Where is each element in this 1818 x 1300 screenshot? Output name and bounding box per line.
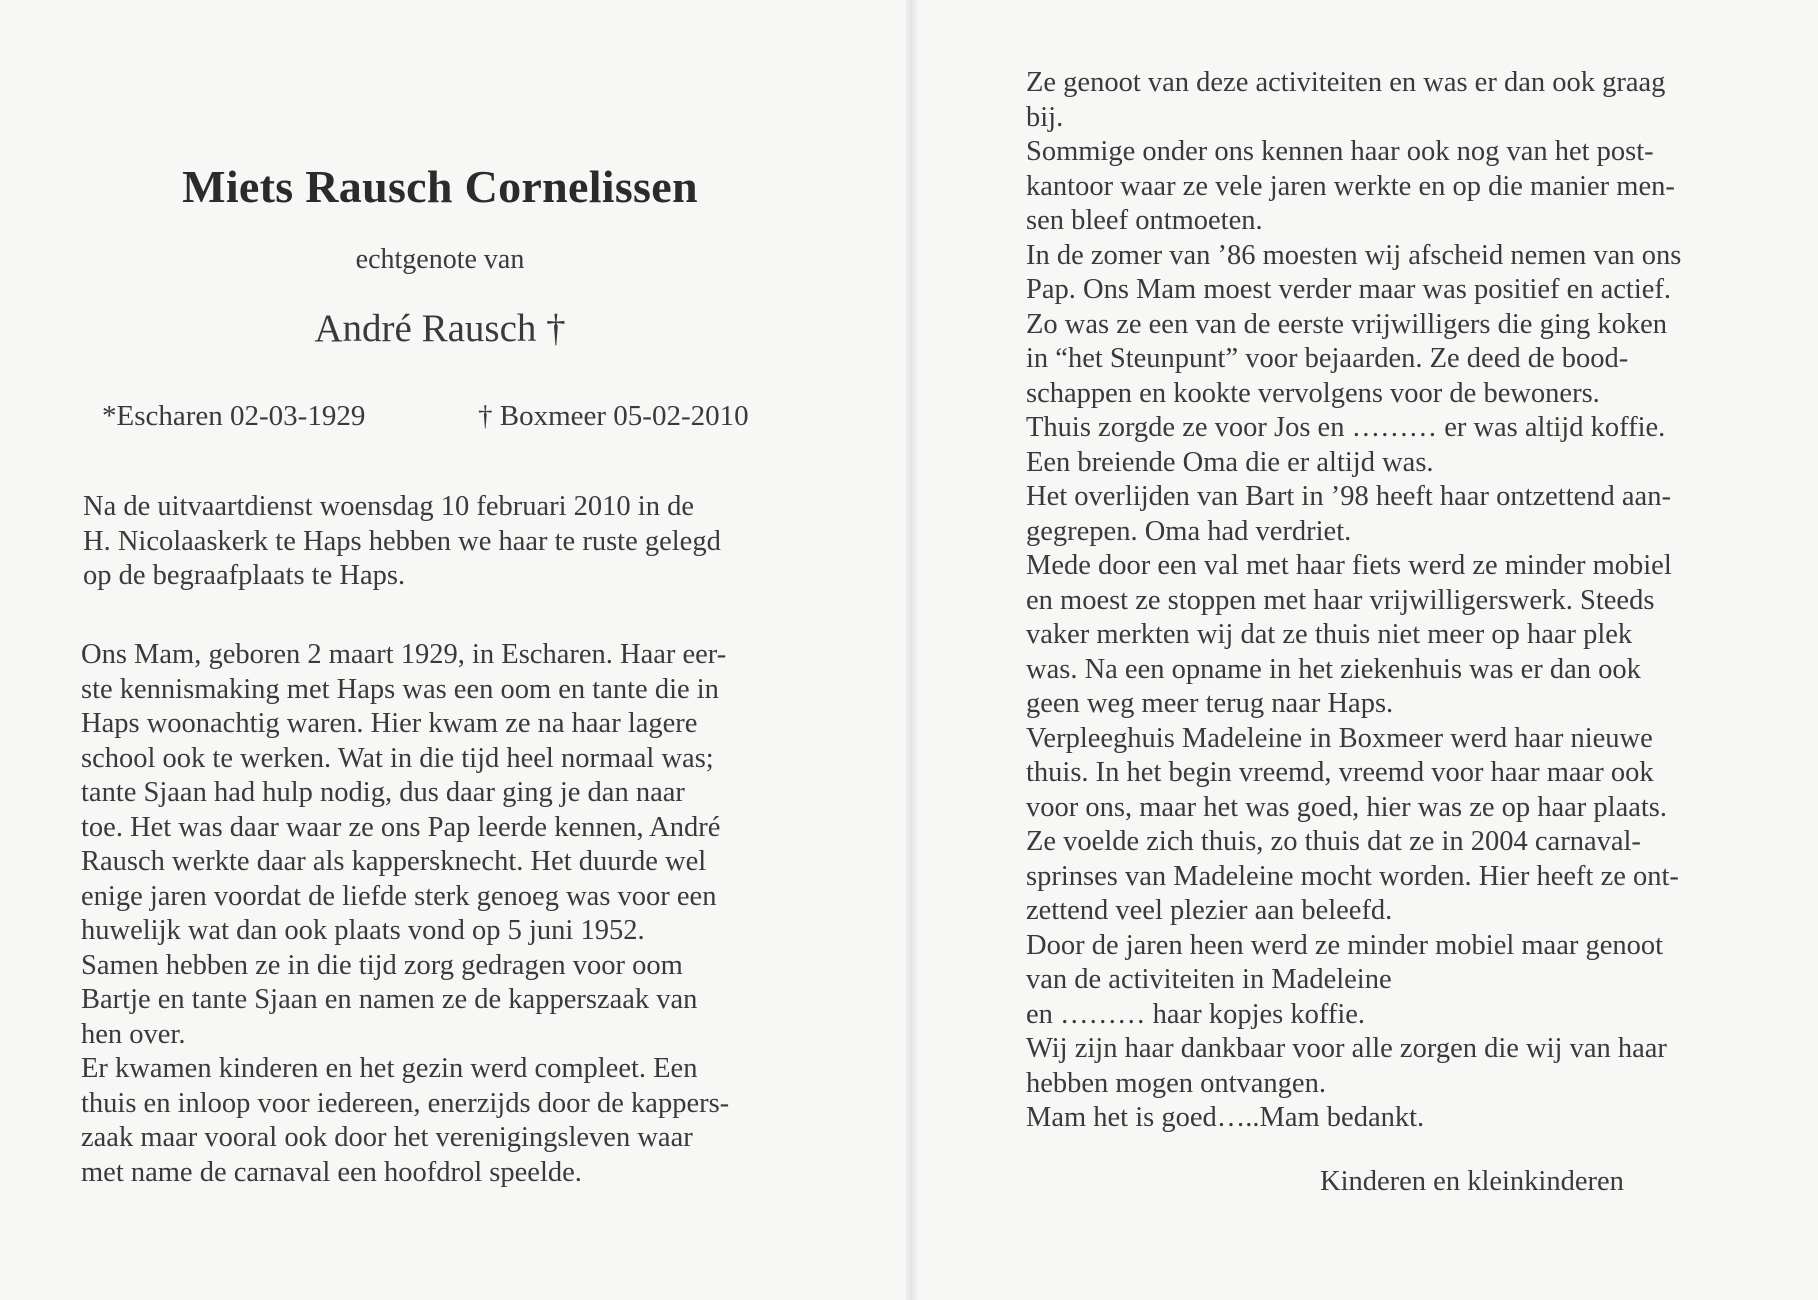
funeral-line: Na de uitvaartdienst woensdag 10 februari 2010 in de [83,491,694,522]
story-line: school ook te werken. Wat in die tijd heel normaal was; [81,742,714,774]
story-line: enige jaren voordat de liefde sterk genoeg was voor een [81,880,717,912]
story-line: Er kwamen kinderen en het gezin werd compleet. Een [81,1053,698,1084]
spouse-of-label: echtgenote van [355,244,525,275]
deceased-name: Miets Rausch Cornelissen [182,161,698,212]
right-line: Pap. Ons Mam moest verder maar was positief en actief. [1026,274,1672,305]
right-line: sprinses van Madeleine mocht worden. Hier heeft ze ont- [1026,860,1679,892]
right-line: Mede door een val met haar fiets werd ze minder mobiel [1026,550,1672,581]
right-line: was. Na een opname in het ziekenhuis was er dan ook [1026,653,1641,685]
right-line: sen bleef ontmoeten. [1026,205,1263,236]
story-line: met name de carnaval een hoofdrol speelde. [81,1156,582,1188]
funeral-paragraph [83,490,793,594]
story-line: Haps woonachtig waren. Hier kwam ze na haar lagere [81,708,698,739]
left-page [0,0,908,1300]
right-line: Door de jaren heen werd ze minder mobiel maar genoot [1026,929,1664,961]
right-line: in “het Steunpunt” voor bejaarden. Ze deed de bood- [1026,343,1629,374]
story-line: huwelijk wat dan ook plaats vond op 5 juni 1952. [81,915,645,946]
funeral-line: op de begraafplaats te Haps. [83,560,406,591]
right-line: Een breiende Oma die er altijd was. [1026,446,1434,478]
funeral-line: H. Nicolaaskerk te Haps hebben we haar te ruste gelegd [83,525,721,557]
right-line: hebben mogen ontvangen. [1026,1067,1326,1099]
story-line: Bartje en tante Sjaan en namen ze de kapperszaak van [81,984,698,1015]
story-line: ste kennismaking met Haps was een oom en tante die in [81,673,719,705]
right-page-text [1026,66,1734,1136]
right-line: Ze voelde zich thuis, zo thuis dat ze in 2004 carnaval- [1026,826,1641,857]
right-line: zettend veel plezier aan beleefd. [1026,895,1393,926]
right-line: Verpleeghuis Madeleine in Boxmeer werd haar nieuwe [1026,722,1653,754]
right-line: vaker merkten wij dat ze thuis niet meer op haar plek [1026,619,1633,650]
right-line: gegrepen. Oma had verdriet. [1026,515,1352,547]
right-line: van de activiteiten in Madeleine [1026,964,1392,995]
story-line: Samen hebben ze in die tijd zorg gedragen voor oom [81,949,683,981]
right-line: thuis. In het begin vreemd, vreemd voor haar maar ook [1026,757,1654,788]
story-line: Ons Mam, geboren 2 maart 1929, in Escharen. Haar eer- [81,639,727,670]
life-story-paragraph [81,638,793,1190]
right-line: Ze genoot van deze activiteiten en was er dan ook graag [1026,67,1666,98]
right-line: kantoor waar ze vele jaren werkte en op die manier men- [1026,170,1675,202]
right-line: en ……… haar kopjes koffie. [1026,998,1366,1030]
death-line: † Boxmeer 05-02-2010 [478,400,749,432]
right-line: Sommige onder ons kennen haar ook nog van het post- [1026,136,1654,167]
story-line: tante Sjaan had hulp nodig, dus daar ging je dan naar [81,777,685,808]
signature: Kinderen en kleinkinderen [1320,1166,1624,1197]
right-line: Het overlijden van Bart in ’98 heeft haar ontzettend aan- [1026,481,1671,512]
birth-line: *Escharen 02-03-1929 [102,400,366,432]
story-line: toe. Het was daar waar ze ons Pap leerde kennen, André [81,811,721,843]
right-line: geen weg meer terug naar Haps. [1026,688,1394,719]
right-line: Thuis zorgde ze voor Jos en ……… er was altijd koffie. [1026,412,1666,443]
right-line: Wij zijn haar dankbaar voor alle zorgen die wij van haar [1026,1033,1667,1064]
story-line: zaak maar vooral ook door het verenigingsleven waar [81,1122,693,1153]
right-line: Zo was ze een van de eerste vrijwilligers die ging koken [1026,308,1668,340]
spouse-name: André Rausch † [314,307,566,350]
right-line: bij. [1026,101,1064,133]
right-line: schappen en kookte vervolgens voor de bewoners. [1026,377,1600,409]
story-line: Rausch werkte daar als kappersknecht. Het duurde wel [81,846,707,877]
right-line: en moest ze stoppen met haar vrijwilligerswerk. Steeds [1026,584,1655,616]
story-line: hen over. [81,1018,186,1050]
right-line: Mam het is goed…..Mam bedankt. [1026,1102,1425,1133]
story-line: thuis en inloop voor iedereen, enerzijds door de kappers- [81,1087,730,1119]
right-line: voor ons, maar het was goed, hier was ze op haar plaats. [1026,791,1668,823]
right-line: In de zomer van ’86 moesten wij afscheid nemen van ons [1026,239,1682,271]
